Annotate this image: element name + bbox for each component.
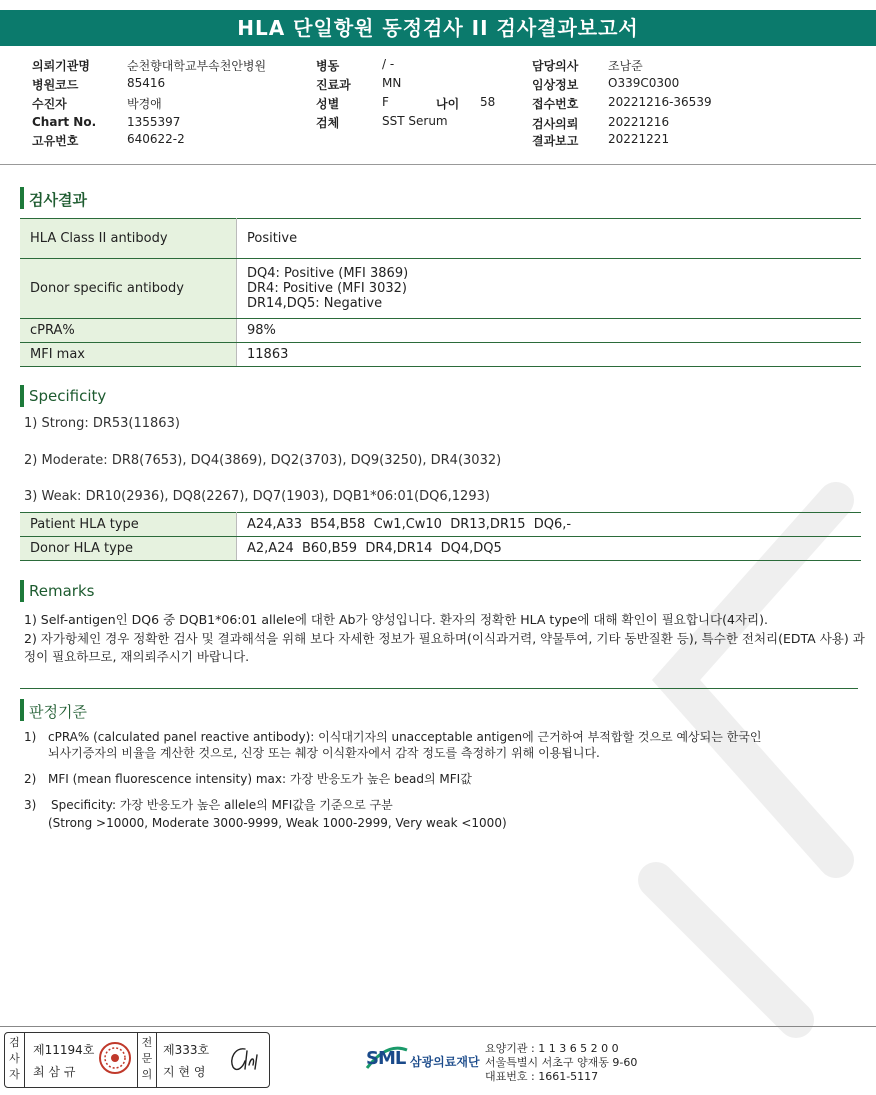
header-value: SST Serum xyxy=(382,114,448,128)
header-value: 640622-2 xyxy=(127,132,185,146)
table-row xyxy=(20,537,861,561)
criteria-1: cPRA% (calculated panel reactive antibody): 이식대기자의 unacceptable antigen에 근거하여 부적합할 것으로 예상되는 한국인 xyxy=(48,730,762,744)
org-logo-text: SML xyxy=(366,1048,406,1069)
header-label: 의뢰기관명 xyxy=(32,59,90,73)
doctor-label-char: 의 xyxy=(141,1068,153,1081)
row-label: Donor specific antibody xyxy=(20,259,237,319)
row-label: cPRA% xyxy=(20,319,237,343)
header-label: 담당의사 xyxy=(532,59,579,73)
header-label: 병원코드 xyxy=(32,78,79,92)
tester-label xyxy=(5,1033,25,1087)
specificity-section-title: Specificity xyxy=(29,387,107,405)
tester-label-char: 자 xyxy=(9,1068,20,1081)
header-label: 결과보고 xyxy=(532,134,579,148)
dsa-line: DQ4: Positive (MFI 3869) xyxy=(247,266,409,281)
header-value: 조남준 xyxy=(608,59,643,73)
row-label: HLA Class II antibody xyxy=(20,219,237,259)
header-value: O339C0300 xyxy=(608,76,680,90)
org-phone: 대표번호 : 1661-5117 xyxy=(485,1070,599,1083)
results-table xyxy=(20,218,861,367)
row-label: Donor HLA type xyxy=(20,537,237,561)
doctor-label-char: 문 xyxy=(141,1052,153,1065)
org-address: 서울특별시 서초구 양재동 9-60 xyxy=(485,1056,638,1069)
criteria-3: Specificity: 가장 반응도가 높은 allele의 MFI값을 기준으로 구분 xyxy=(51,798,393,812)
org-code: 요양기관 : 1 1 3 6 5 2 0 0 xyxy=(485,1042,619,1055)
header-label: 검사의뢰 xyxy=(532,117,579,131)
tester-label-char: 사 xyxy=(9,1052,20,1065)
row-value: A24,A33 B54,B58 Cw1,Cw10 DR13,DR15 DQ6,- xyxy=(237,513,862,537)
header-value: MN xyxy=(382,76,402,90)
criteria-number: 1) xyxy=(24,730,37,744)
header-label: 임상정보 xyxy=(532,78,579,92)
header-label: 접수번호 xyxy=(532,97,579,111)
doctor-name: 지 현 영 xyxy=(163,1065,206,1079)
signature-icon xyxy=(225,1043,261,1075)
red-seal-stamp xyxy=(98,1041,132,1075)
signature-box xyxy=(4,1032,270,1088)
specificity-weak: 3) Weak: DR10(2936), DQ8(2267), DQ7(1903), DQB1*06:01(DQ6,1293) xyxy=(24,489,490,504)
doctor-label xyxy=(137,1033,157,1087)
header-value: 1355397 xyxy=(127,115,181,129)
dsa-line: DR14,DQ5: Negative xyxy=(247,296,383,311)
criteria-section-title: 판정기준 xyxy=(29,703,87,721)
criteria-1-cont: 뇌사기증자의 비율을 계산한 것으로, 신장 또는 췌장 이식환자에서 감작 정도를 측정하기 위해 이용됩니다. xyxy=(48,746,600,760)
dsa-line: DR4: Positive (MFI 3032) xyxy=(247,281,407,296)
section-marker xyxy=(20,385,24,407)
row-value: A2,A24 B60,B59 DR4,DR14 DQ4,DQ5 xyxy=(237,537,862,561)
header-label: 검체 xyxy=(316,116,340,130)
header-divider xyxy=(0,164,876,165)
table-row xyxy=(20,343,861,367)
report-title: HLA 단일항원 동정검사 II 검사결과보고서 xyxy=(0,10,876,46)
table-row xyxy=(20,219,861,259)
criteria-2: MFI (mean fluorescence intensity) max: 가장 반응도가 높은 bead의 MFI값 xyxy=(48,772,472,786)
header-label: 진료과 xyxy=(316,78,351,92)
criteria-number: 3) xyxy=(24,798,37,812)
hla-type-table xyxy=(20,512,861,561)
header-value: 85416 xyxy=(127,76,166,90)
results-section-title: 검사결과 xyxy=(29,191,87,209)
section-marker xyxy=(20,699,24,721)
header-label: 병동 xyxy=(316,59,340,73)
row-value: 98% xyxy=(237,319,862,343)
table-row xyxy=(20,513,861,537)
footer-divider xyxy=(0,1026,876,1027)
header-label: 수진자 xyxy=(32,97,67,111)
header-value: F xyxy=(382,95,389,109)
remarks-section-title: Remarks xyxy=(29,582,95,600)
section-marker xyxy=(20,187,24,209)
row-label: Patient HLA type xyxy=(20,513,237,537)
age-label: 나이 xyxy=(436,97,460,111)
header-value: 20221216 xyxy=(608,115,670,129)
remark-1: 1) Self-antigen인 DQ6 중 DQB1*06:01 allele에 대한 Ab가 양성입니다. 환자의 정확한 HLA type에 대해 확인이 필요합니다(4자리). xyxy=(24,612,768,627)
criteria-3-cont: (Strong >10000, Moderate 3000-9999, Weak 1000-2999, Very weak <1000) xyxy=(48,816,507,830)
criteria-number: 2) xyxy=(24,772,37,786)
header-value: / - xyxy=(382,57,395,71)
row-value: Positive xyxy=(237,219,862,259)
tester-label-char: 검 xyxy=(9,1036,20,1049)
table-row xyxy=(20,259,861,319)
header-label: Chart No. xyxy=(32,115,97,129)
specificity-moderate: 2) Moderate: DR8(7653), DQ4(3869), DQ2(3703), DQ9(3250), DR4(3032) xyxy=(24,453,502,468)
header-value: 20221221 xyxy=(608,132,670,146)
tester-name: 최 삼 규 xyxy=(33,1065,76,1079)
header-label: 고유번호 xyxy=(32,134,79,148)
doctor-label-char: 전 xyxy=(141,1036,153,1049)
specificity-strong: 1) Strong: DR53(11863) xyxy=(24,416,180,431)
header-value: 20221216-36539 xyxy=(608,95,712,109)
tester-license-no: 제11194호 xyxy=(33,1043,95,1057)
row-value xyxy=(237,259,862,319)
remark-2: 2) 자가항체인 경우 정확한 검사 및 결과해석을 위해 보다 자세한 정보가 필요하며(이식과거력, 약물투여, 기타 동반질환 등), 특수한 전처리(EDTA 사용) 과정이 필요하므로, 재의뢰주시기 바랍니다. xyxy=(24,631,865,664)
age-value: 58 xyxy=(480,95,496,109)
section-marker xyxy=(20,580,24,602)
doctor-license-no: 제333호 xyxy=(163,1043,210,1057)
header-label: 성별 xyxy=(316,97,340,111)
header-value: 순천향대학교부속천안병원 xyxy=(127,59,267,73)
row-label: MFI max xyxy=(20,343,237,367)
remarks-divider xyxy=(20,688,858,689)
header-value: 박경애 xyxy=(127,97,162,111)
table-row xyxy=(20,319,861,343)
row-value: 11863 xyxy=(237,343,862,367)
org-name: 삼광의료재단 xyxy=(410,1055,480,1069)
